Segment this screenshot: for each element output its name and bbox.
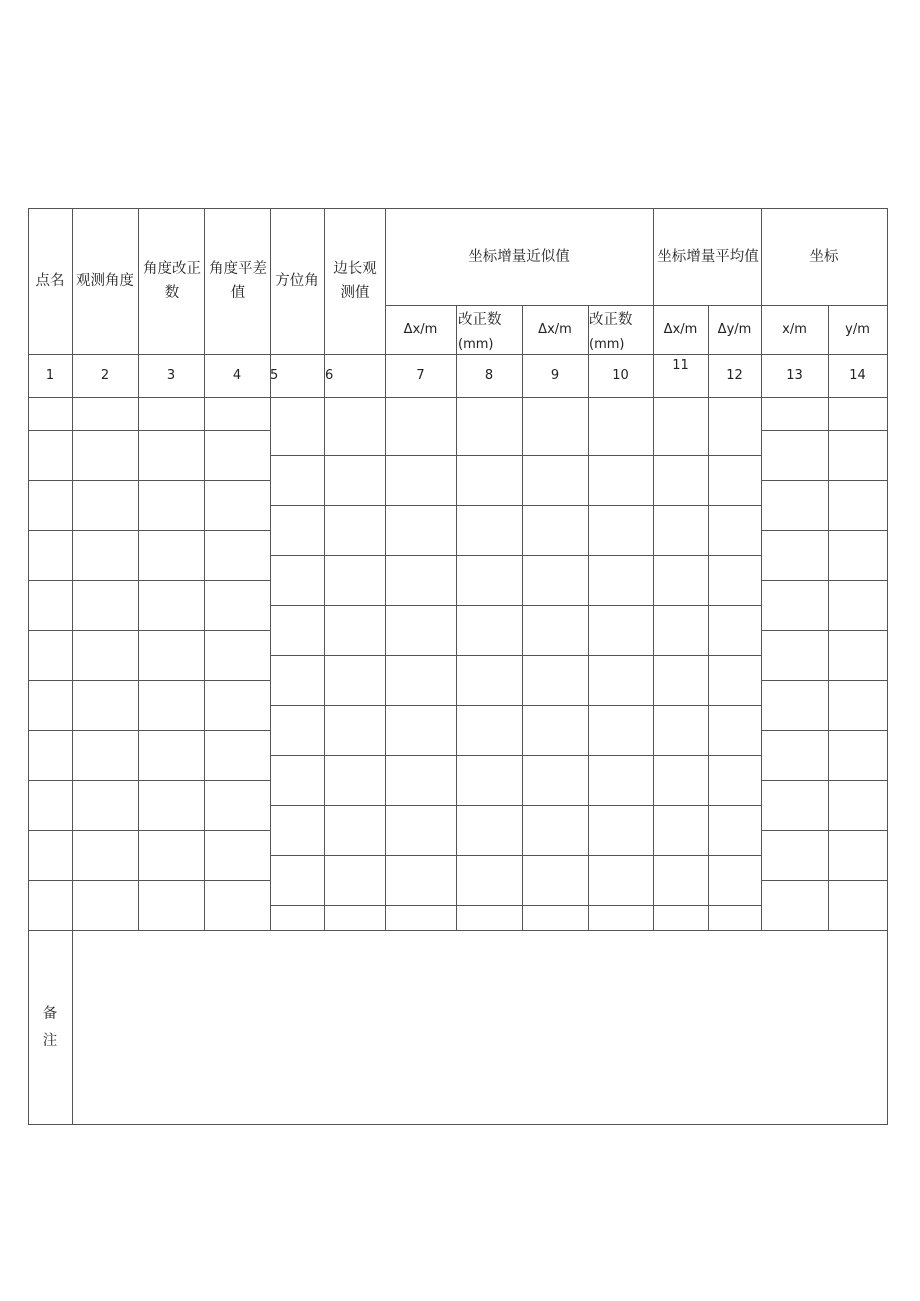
column-number-9: 9: [550, 368, 560, 383]
grid-line-vertical: [456, 305, 457, 931]
grid-line-vertical: [887, 208, 888, 1125]
column-number-7: 7: [416, 368, 425, 383]
column-number-12: 12: [726, 368, 743, 383]
column-number-3: 3: [166, 368, 176, 383]
grid-line-vertical: [324, 208, 325, 931]
subheader-y: y/m: [845, 321, 870, 337]
subheader-dx-1: Δx/m: [403, 321, 438, 337]
grid-line-horizontal: [28, 830, 271, 831]
column-number-6: 6: [325, 368, 334, 383]
remarks-label-char-1: 备: [42, 1006, 58, 1022]
subheader-dx-2: Δx/m: [538, 321, 572, 337]
header-adjusted-angle: 角度平差值: [209, 261, 267, 301]
grid-line-horizontal: [270, 905, 762, 906]
grid-line-horizontal: [270, 505, 762, 506]
grid-line-horizontal: [270, 805, 762, 806]
grid-line-horizontal: [270, 855, 762, 856]
grid-line-horizontal: [28, 480, 271, 481]
column-number-4: 4: [232, 368, 242, 383]
header-angle-correction: 角度改正数: [143, 261, 201, 301]
header-observed-angle: 观测角度: [76, 273, 134, 289]
grid-line-horizontal: [270, 555, 762, 556]
grid-line-horizontal: [28, 930, 888, 931]
grid-line-horizontal: [761, 730, 888, 731]
grid-line-horizontal: [761, 680, 888, 681]
column-number-11: 11: [672, 358, 689, 373]
grid-line-horizontal: [270, 705, 762, 706]
grid-line-horizontal: [761, 430, 888, 431]
grid-line-vertical: [138, 208, 139, 931]
column-number-10: 10: [612, 368, 629, 383]
header-point-name: 点名: [35, 273, 65, 289]
subheader-correction-2-line2: (mm): [589, 337, 625, 352]
grid-line-horizontal: [28, 880, 271, 881]
column-number-13: 13: [786, 368, 803, 383]
grid-line-vertical: [522, 305, 523, 931]
column-number-14: 14: [849, 368, 866, 383]
grid-line-horizontal: [270, 605, 762, 606]
column-number-1: 1: [45, 368, 55, 383]
grid-line-vertical: [588, 305, 589, 931]
grid-line-vertical: [204, 208, 205, 931]
grid-line-vertical: [828, 305, 829, 931]
subheader-correction-1-line1: 改正数: [458, 312, 502, 328]
grid-line-horizontal: [28, 680, 271, 681]
header-side-length: 边长观测值: [333, 261, 377, 301]
subheader-mean-dx: Δx/m: [663, 321, 698, 337]
grid-line-horizontal: [28, 430, 271, 431]
column-number-2: 2: [100, 368, 110, 383]
grid-line-horizontal: [761, 580, 888, 581]
subheader-mean-dy: Δy/m: [717, 321, 752, 337]
grid-line-horizontal: [761, 530, 888, 531]
grid-line-horizontal: [761, 830, 888, 831]
grid-line-horizontal: [270, 655, 762, 656]
grid-line-horizontal: [761, 780, 888, 781]
remarks-label-char-2: 注: [42, 1033, 58, 1049]
grid-line-horizontal: [28, 630, 271, 631]
column-number-5: 5: [270, 368, 279, 383]
grid-line-horizontal: [270, 755, 762, 756]
grid-line-vertical: [708, 305, 709, 931]
grid-line-horizontal: [761, 480, 888, 481]
subheader-correction-2-line1: 改正数: [589, 312, 633, 328]
header-approx-increment: 坐标增量近似值: [468, 248, 570, 265]
grid-line-horizontal: [270, 455, 762, 456]
subheader-x: x/m: [782, 321, 807, 337]
header-mean-increment: 坐标增量平均值: [657, 248, 759, 265]
header-azimuth: 方位角: [275, 273, 319, 289]
remarks-content[interactable]: [76, 935, 882, 1121]
grid-line-horizontal: [28, 1124, 888, 1125]
grid-line-horizontal: [28, 730, 271, 731]
header-coordinates: 坐标: [809, 248, 839, 265]
grid-line-horizontal: [761, 630, 888, 631]
column-number-8: 8: [484, 368, 494, 383]
grid-line-horizontal: [761, 880, 888, 881]
grid-line-horizontal: [28, 580, 271, 581]
grid-line-horizontal: [28, 780, 271, 781]
grid-line-horizontal: [28, 530, 271, 531]
subheader-correction-1-line2: (mm): [458, 337, 494, 352]
